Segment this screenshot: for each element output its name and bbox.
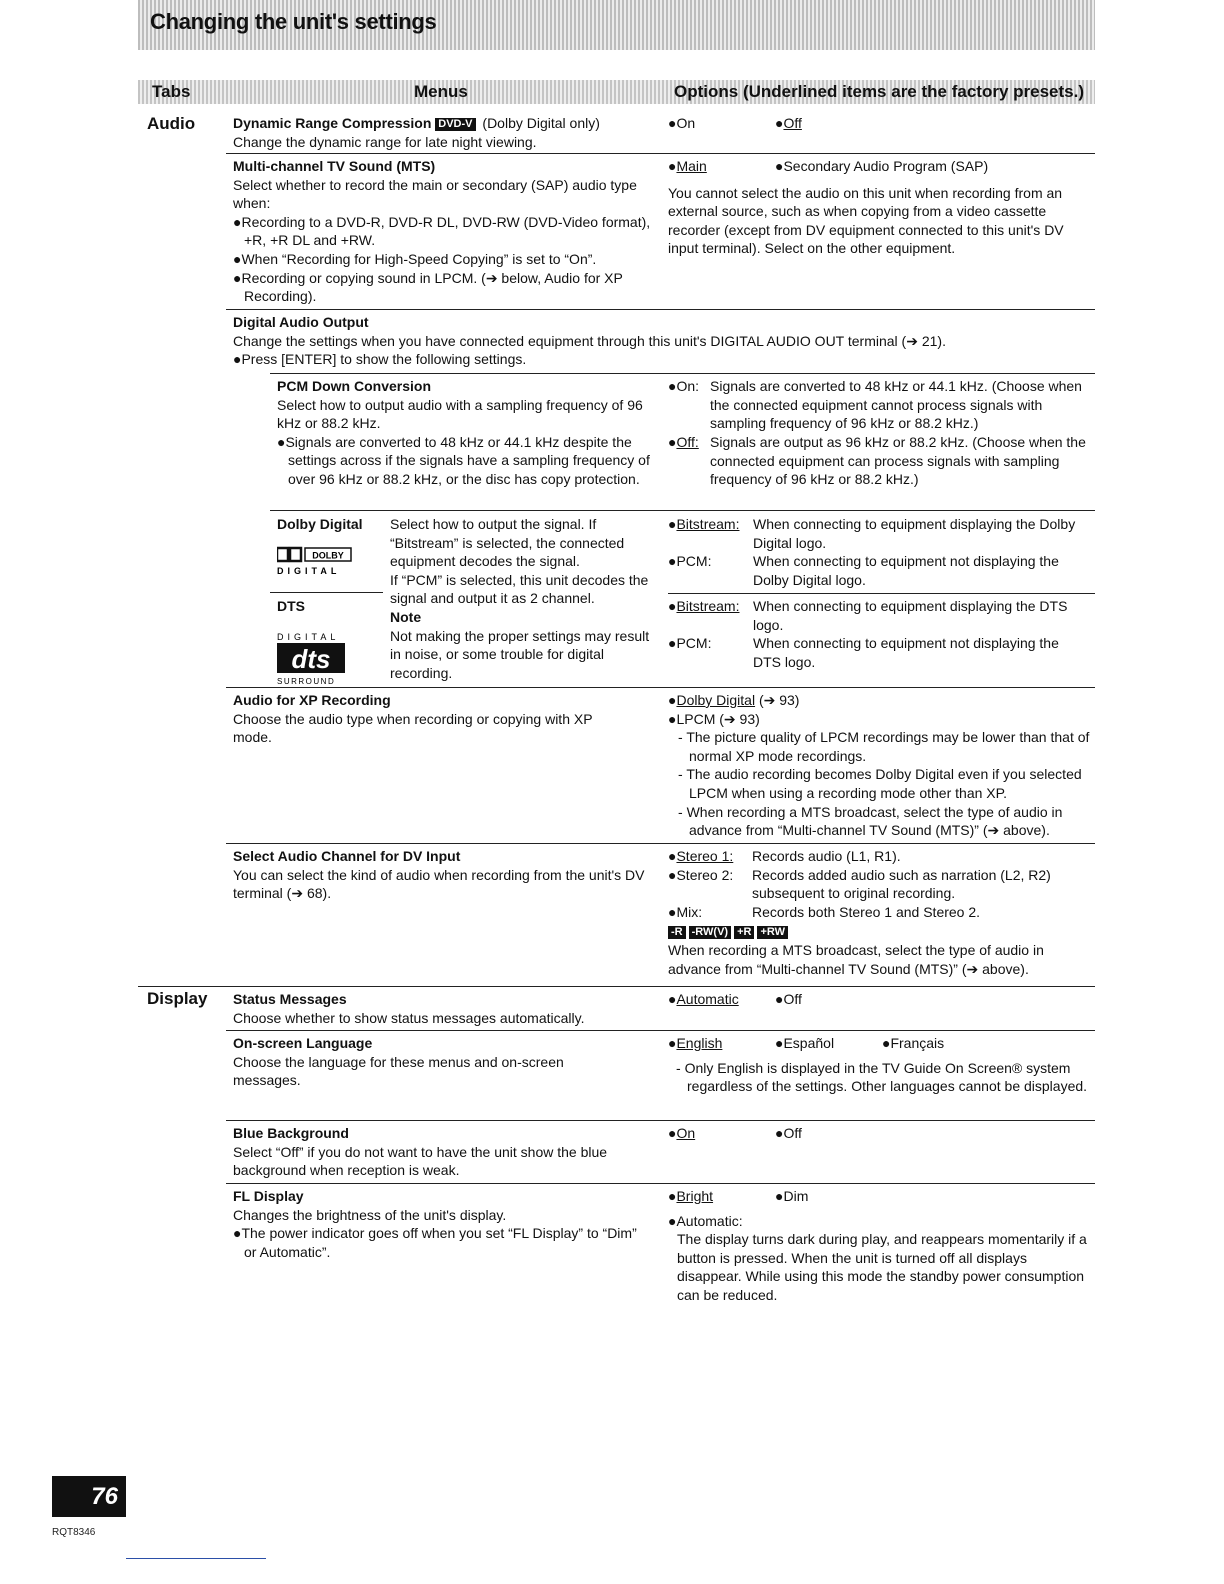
dolby-desc-2: If “PCM” is selected, this unit decodes the signal and output it as 2 channel. [390, 571, 649, 607]
mts-options: ●Main ●Secondary Audio Program (SAP) You cannot select the audio on this unit when recording from an external source, such as when copying from a video cassette recorder (except from DV equipment connected to this unit's DV input terminal). Select on the other equipment. [668, 157, 1088, 258]
column-header [138, 80, 1095, 104]
disc-badge-plus-rw: +RW [757, 926, 788, 939]
xp-opt-dolby-ref: (➔ 93) [758, 692, 800, 708]
dolby-opt-bitstream-text: When connecting to equipment displaying the Dolby Digital logo. [753, 516, 1076, 551]
status-options: ●Automatic ●Off [668, 991, 802, 1007]
divider [226, 687, 1095, 688]
xp-note-3: When recording a MTS broadcast, select the type of audio in advance from “Multi-channel TV Sound (MTS)” (➔ above). [686, 803, 1063, 839]
xp-opt-dolby: Dolby Digital [676, 692, 756, 708]
dolby-logo-sub: DIGITAL [277, 566, 341, 576]
mts-bullet-3: Recording or copying sound in LPCM. (➔ below, Audio for XP Recording). [241, 269, 623, 305]
page-number: 76 [52, 1476, 126, 1517]
dolby-logo-text: DOLBY [312, 550, 344, 561]
mts-menu: Multi-channel TV Sound (MTS) Select whether to record the main or secondary (SAP) audio type when: ●Recording to a DVD-R, DVD-R DL, DVD-RW (DVD-Video format), +R, +R DL and +RW. ●When “Recording for High-Speed Copying” is set to “On”. ●Recording or copying sound in LPCM. (➔ below, Audio for XP Recording). [233, 157, 653, 306]
col-tabs: Tabs [152, 82, 191, 101]
col-menus: Menus [414, 82, 468, 101]
dvd-v-badge: DVD-V [435, 118, 475, 131]
blue-opt-on: On [676, 1125, 696, 1141]
xp-desc: Choose the audio type when recording or copying with XP mode. [233, 710, 593, 746]
drc-opt-on: On [676, 115, 696, 131]
document-code: RQT8346 [52, 1527, 96, 1538]
blue-title: Blue Background [233, 1125, 349, 1141]
blue-opt-off: Off [783, 1125, 802, 1141]
pcm-menu: PCM Down Conversion Select how to output audio with a sampling frequency of 96 kHz or 88.2 kHz. ●Signals are converted to 48 kHz or 44.1 kHz despite the settings across if the signals have a sampling frequency of over 96 kHz or 88.2 kHz, or the disc has copy protection. [277, 377, 653, 489]
dts-title: DTS [277, 598, 305, 614]
divider [126, 1558, 266, 1559]
dolby-opt-pcm-label: PCM: [676, 553, 712, 570]
dv-opt-mix-text: Records both Stereo 1 and Stereo 2. [752, 903, 981, 920]
dv-title: Select Audio Channel for DV Input [233, 848, 461, 864]
dv-menu [233, 847, 653, 903]
fl-options: ●Bright ●Dim ●Automatic: The display turns dark during play, and reappears momentarily if a button is pressed. When the unit is turned off all displays disappear. While using this mode the standby power consumption can be reduced. [668, 1188, 1087, 1303]
dts-opt-pcm-label: PCM: [676, 635, 712, 652]
divider [138, 986, 226, 987]
mts-opt-main: Main [676, 158, 707, 174]
xp-opt-lpcm: LPCM (➔ 93) [676, 710, 760, 727]
drc-title: Dynamic Range Compression [233, 115, 432, 131]
xp-options: ●Dolby Digital (➔ 93) ●LPCM (➔ 93) - The picture quality of LPCM recordings may be lower than that of normal XP mode recordings. - The audio recording becomes Dolby Digital even if you selected LPCM when using a recording mode other than XP. - When recording a MTS broadcast, select the type of audio in advance from “Multi-channel TV Sound (MTS)” (➔ above). [668, 692, 1090, 839]
pcm-title: PCM Down Conversion [277, 378, 432, 394]
xp-menu [233, 691, 633, 747]
dv-opt-stereo2-label: Stereo 2: [676, 866, 734, 883]
fl-menu: FL Display Changes the brightness of the unit's display. ●The power indicator goes off when you set “FL Display” to “Dim” or Automatic”. [233, 1187, 643, 1261]
mts-option-note: You cannot select the audio on this unit when recording from an external source, such as when copying from a video cassette recorder (except from DV equipment connected to this unit's DV input terminal). Select on the other equipment. [668, 184, 1064, 257]
divider [270, 373, 1095, 374]
lang-options: ●English ●Español ●Français - Only English is displayed in the TV Guide On Screen® system regardless of the settings. Other languages cannot be displayed. [668, 1035, 1088, 1095]
drc-menu [233, 114, 653, 151]
page-banner [138, 0, 1095, 50]
mts-title: Multi-channel TV Sound (MTS) [233, 158, 436, 174]
dolby-dts-desc [390, 515, 650, 682]
dao-title: Digital Audio Output [233, 314, 369, 330]
pcm-opt-off-label: Off: [676, 434, 699, 450]
col-options: Options (Underlined items are the factory presets.) [674, 82, 1084, 101]
pcm-options: ●On: Signals are converted to 48 kHz or 44.1 kHz. (Choose when the connected equipment cannot process signals with sampling frequency of 96 kHz or 88.2 kHz.) ●Off: Signals are output as 96 kHz or 88.2 kHz. (Choose when the connected equipment can process signals with sampling frequency of 96 kHz or 88.2 kHz.) [668, 378, 1086, 488]
disc-badge-rwv: -RW(V) [689, 926, 731, 939]
mts-bullet-2: When “Recording for High-Speed Copying” is set to “On”. [241, 250, 597, 267]
disc-badge-plus-r: +R [734, 926, 754, 939]
divider [270, 510, 1095, 511]
lang-opt-english: English [676, 1035, 723, 1051]
blue-desc: Select “Off” if you do not want to have the unit show the blue background when reception is weak. [233, 1143, 608, 1179]
dv-note: When recording a MTS broadcast, select the type of audio in advance from “Multi-channel TV Sound (MTS)” (➔ above). [668, 941, 1044, 977]
status-title: Status Messages [233, 991, 347, 1007]
fl-opt-automatic: Automatic: [676, 1212, 743, 1229]
dao-desc: Change the settings when you have connected equipment through this unit's DIGITAL AUDIO OUT terminal (➔ 21). [233, 332, 946, 349]
status-desc: Choose whether to show status messages automatically. [233, 1009, 585, 1026]
dts-opt-bitstream-text: When connecting to equipment displaying the DTS logo. [753, 598, 1068, 633]
divider [226, 1120, 1095, 1121]
fl-desc: Changes the brightness of the unit's display. [233, 1206, 507, 1223]
fl-opt-dim: Dim [783, 1188, 809, 1204]
dao-bullet-1: Press [ENTER] to show the following settings. [241, 351, 527, 368]
divider [226, 309, 1095, 310]
lang-menu [233, 1034, 633, 1090]
lang-opt-francais: Français [890, 1035, 945, 1051]
dv-desc: You can select the kind of audio when recording from the unit's DV terminal (➔ 68). [233, 866, 645, 902]
dts-logo-bottom: SURROUND [277, 677, 336, 686]
dv-opt-stereo1-label: Stereo 1: [676, 848, 734, 864]
disc-badge-r: -R [668, 926, 686, 939]
dolby-desc-1: Select how to output the signal. If “Bitstream” is selected, the connected equipment decodes the signal. [390, 516, 625, 570]
tab-display: Display [147, 989, 208, 1008]
divider [270, 592, 383, 593]
divider [226, 986, 1095, 987]
dolby-note-label: Note [390, 608, 422, 625]
dao-menu: Digital Audio Output Change the settings when you have connected equipment through this unit's DIGITAL AUDIO OUT terminal (➔ 21). ●Press [ENTER] to show the following settings. [233, 313, 1093, 369]
dv-opt-stereo1-text: Records audio (L1, R1). [752, 848, 901, 864]
dv-options: ●Stereo 1: Records audio (L1, R1). ●Stereo 2: Records added audio such as narration (L2, R2) subsequent to original recording. ●Mix: Records both Stereo 1 and Stereo 2. -R -RW(V) +R +RW When recording a MTS broadcast, select the type of audio in advance from “Multi-channel TV Sound (MTS)” (➔ above). [668, 847, 1093, 978]
mts-desc: Select whether to record the main or secondary (SAP) audio type when: [233, 176, 637, 212]
dv-opt-mix-label: Mix: [676, 903, 703, 920]
dv-opt-stereo2-text: Records added audio such as narration (L2, R2) subsequent to original recording. [752, 866, 1051, 902]
fl-title: FL Display [233, 1188, 304, 1204]
status-opt-off: Off [783, 991, 802, 1007]
drc-desc: Change the dynamic range for late night viewing. [233, 133, 537, 150]
pcm-opt-on-label: On: [676, 378, 700, 394]
pcm-opt-on-text: Signals are converted to 48 kHz or 44.1 kHz. (Choose when the connected equipment cannot process signals with sampling frequency of 96 kHz or 88.2 kHz.) [710, 378, 1082, 432]
drc-opt-off: Off [783, 115, 802, 131]
dts-logo-top: DIGITAL [277, 632, 340, 642]
dolby-digital-logo-icon [277, 546, 367, 578]
lang-opt-espanol: Español [783, 1035, 835, 1051]
dts-opt-pcm-text: When connecting to equipment not displaying the DTS logo. [753, 635, 1059, 670]
divider [226, 1030, 1095, 1031]
dts-logo-mid: dts [291, 644, 331, 674]
blue-options: ●On ●Off [668, 1125, 802, 1141]
xp-note-2: The audio recording becomes Dolby Digital even if you selected LPCM when using a recording mode other than XP. [686, 766, 1082, 801]
mts-bullet-1: Recording to a DVD-R, DVD-R DL, DVD-RW (DVD-Video format), +R, +R DL and +RW. [241, 213, 651, 249]
xp-note-1: The picture quality of LPCM recordings may be lower than that of normal XP mode recordings. [686, 729, 1090, 764]
lang-note: Only English is displayed in the TV Guide On Screen® system regardless of the settings. Other languages cannot be displayed. [684, 1059, 1088, 1095]
divider [226, 1183, 1095, 1184]
dolby-note: Not making the proper settings may result in noise, or some trouble for digital recording. [390, 627, 650, 681]
xp-title: Audio for XP Recording [233, 692, 391, 708]
dolby-title: Dolby Digital [277, 516, 363, 532]
page-title: Changing the unit's settings [150, 9, 437, 34]
lang-title: On-screen Language [233, 1035, 373, 1051]
drc-options: ●On ●Off [668, 115, 802, 131]
dts-options: ●Bitstream: When connecting to equipment displaying the DTS logo. ●PCM: When connecting to equipment not displaying the DTS logo. [668, 598, 1068, 670]
pcm-desc: Select how to output audio with a sampling frequency of 96 kHz or 88.2 kHz. [277, 396, 643, 432]
fl-opt-bright: Bright [676, 1188, 714, 1204]
blue-menu [233, 1124, 643, 1180]
dolby-opt-bitstream-label: Bitstream: [676, 516, 740, 532]
status-opt-automatic: Automatic [676, 991, 739, 1007]
mts-opt-sap: Secondary Audio Program (SAP) [783, 158, 989, 174]
drc-note: (Dolby Digital only) [482, 115, 600, 131]
tab-audio: Audio [147, 114, 196, 133]
lang-desc: Choose the language for these menus and on-screen messages. [233, 1053, 564, 1089]
divider [226, 843, 1095, 844]
pcm-opt-off-text: Signals are output as 96 kHz or 88.2 kHz. (Choose when the connected equipment can process signals with sampling frequency of 96 kHz or 88.2 kHz.) [710, 434, 1086, 488]
fl-bullet-1: The power indicator goes off when you set “FL Display” to “Dim” or Automatic”. [241, 1225, 637, 1260]
dts-opt-bitstream-label: Bitstream: [676, 598, 740, 614]
dolby-options: ●Bitstream: When connecting to equipment displaying the Dolby Digital logo. ●PCM: When connecting to equipment not displaying the Dolby Digital logo. [668, 516, 1076, 588]
divider [668, 593, 1095, 594]
dolby-opt-pcm-text: When connecting to equipment not displaying the Dolby Digital logo. [753, 553, 1059, 588]
divider [226, 153, 1095, 154]
fl-note: The display turns dark during play, and reappears momentarily if a button is pressed. When the unit is turned off all displays disappear. While using this mode the standby power consumption can be reduced. [677, 1231, 1087, 1303]
status-menu [233, 990, 653, 1027]
pcm-bullet-1: Signals are converted to 48 kHz or 44.1 kHz despite the settings across if the signals have a sampling frequency of over 96 kHz or 88.2 kHz, or the disc has copy protection. [285, 433, 650, 487]
dts-logo-icon [277, 630, 349, 686]
